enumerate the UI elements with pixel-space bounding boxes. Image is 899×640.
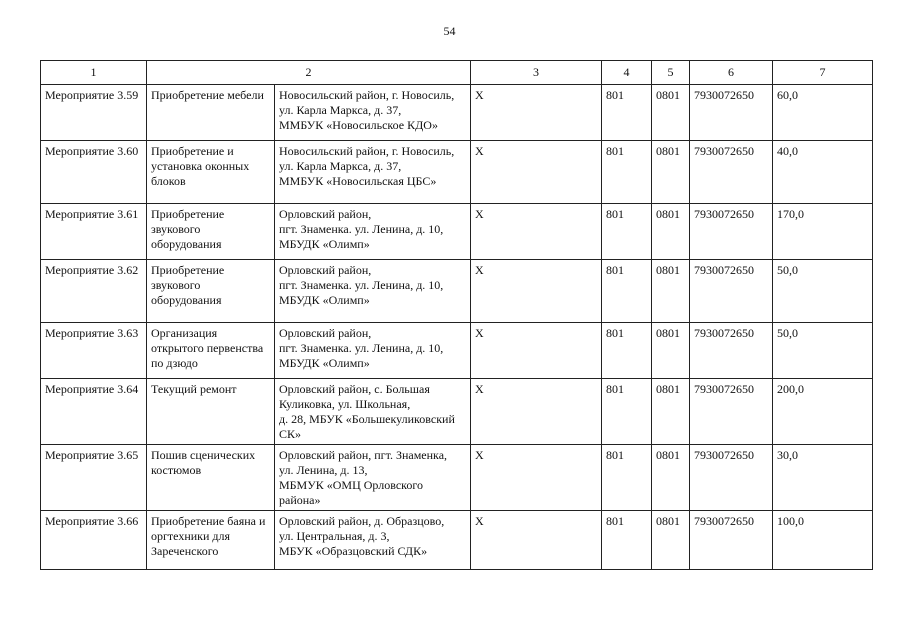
name-cell: Приобретение баяна и оргтехники для Зареченского xyxy=(147,511,275,570)
col4-cell: 801 xyxy=(602,141,652,204)
col5-cell: 0801 xyxy=(652,260,690,323)
col5-cell: 0801 xyxy=(652,511,690,570)
activity-cell: Мероприятие 3.61 xyxy=(41,204,147,260)
activity-cell: Мероприятие 3.66 xyxy=(41,511,147,570)
address-line: МБУДК «Олимп» xyxy=(279,293,370,307)
table-row xyxy=(41,85,873,141)
budget-table xyxy=(40,60,873,570)
col6-cell: 7930072650 xyxy=(690,323,773,379)
col7-cell: 40,0 xyxy=(773,141,873,204)
col7-cell: 30,0 xyxy=(773,445,873,511)
col4-cell: 801 xyxy=(602,379,652,445)
col4-cell: 801 xyxy=(602,445,652,511)
col6-cell: 7930072650 xyxy=(690,260,773,323)
header-cell-1: 1 xyxy=(41,61,147,85)
address-cell xyxy=(275,85,471,141)
col3-cell: X xyxy=(471,204,602,260)
address-cell xyxy=(275,323,471,379)
activity-cell: Мероприятие 3.64 xyxy=(41,379,147,445)
address-line: Новосильский район, г. Новосиль, xyxy=(279,88,455,102)
col6-cell: 7930072650 xyxy=(690,204,773,260)
col5-cell: 0801 xyxy=(652,445,690,511)
address-cell xyxy=(275,141,471,204)
col3-cell: X xyxy=(471,323,602,379)
col4-cell: 801 xyxy=(602,511,652,570)
col7-cell: 100,0 xyxy=(773,511,873,570)
header-cell-6: 6 xyxy=(690,61,773,85)
name-cell: Приобретение звукового оборудования xyxy=(147,260,275,323)
activity-cell: Мероприятие 3.65 xyxy=(41,445,147,511)
table-row xyxy=(41,204,873,260)
name-cell: Организация открытого первенства по дзюдо xyxy=(147,323,275,379)
address-line: пгт. Знаменка. ул. Ленина, д. 10, xyxy=(279,341,444,355)
col3-cell: X xyxy=(471,445,602,511)
col5-cell: 0801 xyxy=(652,85,690,141)
col5-cell: 0801 xyxy=(652,323,690,379)
address-cell xyxy=(275,511,471,570)
col5-cell: 0801 xyxy=(652,379,690,445)
address-line: пгт. Знаменка. ул. Ленина, д. 10, xyxy=(279,222,444,236)
activity-cell: Мероприятие 3.60 xyxy=(41,141,147,204)
activity-cell: Мероприятие 3.59 xyxy=(41,85,147,141)
address-line: ул. Ленина, д. 13, xyxy=(279,463,368,477)
address-line: Куликовка, ул. Школьная, xyxy=(279,397,411,411)
address-line: МБУДК «Олимп» xyxy=(279,356,370,370)
address-line: СК» xyxy=(279,427,302,441)
col3-cell: X xyxy=(471,379,602,445)
col6-cell: 7930072650 xyxy=(690,85,773,141)
name-cell: Приобретение и установка оконных блоков xyxy=(147,141,275,204)
col4-cell: 801 xyxy=(602,323,652,379)
col3-cell: X xyxy=(471,511,602,570)
address-line: д. 28, МБУК «Большекуликовский xyxy=(279,412,455,426)
address-line: Орловский район, д. Образцово, xyxy=(279,514,445,528)
address-line: ММБУК «Новосильское КДО» xyxy=(279,118,438,132)
address-line: ул. Карла Маркса, д. 37, xyxy=(279,159,402,173)
address-line: Орловский район, xyxy=(279,326,372,340)
name-cell: Пошив сценических костюмов xyxy=(147,445,275,511)
address-line: Орловский район, с. Большая xyxy=(279,382,430,396)
address-line: МБУК «Образцовский СДК» xyxy=(279,544,428,558)
address-line: Орловский район, xyxy=(279,263,372,277)
col7-cell: 50,0 xyxy=(773,260,873,323)
address-line: ММБУК «Новосильская ЦБС» xyxy=(279,174,437,188)
activity-cell: Мероприятие 3.62 xyxy=(41,260,147,323)
table-row xyxy=(41,445,873,511)
activity-cell: Мероприятие 3.63 xyxy=(41,323,147,379)
col3-cell: X xyxy=(471,260,602,323)
header-cell-7: 7 xyxy=(773,61,873,85)
col4-cell: 801 xyxy=(602,204,652,260)
table-row xyxy=(41,323,873,379)
address-cell xyxy=(275,379,471,445)
col7-cell: 200,0 xyxy=(773,379,873,445)
table-row xyxy=(41,379,873,445)
name-cell: Приобретение звукового оборудования xyxy=(147,204,275,260)
table-body xyxy=(41,85,873,570)
col5-cell: 0801 xyxy=(652,204,690,260)
header-cell-4: 4 xyxy=(602,61,652,85)
col7-cell: 50,0 xyxy=(773,323,873,379)
table-row xyxy=(41,511,873,570)
address-line: Новосильский район, г. Новосиль, xyxy=(279,144,455,158)
address-line: района» xyxy=(279,493,321,507)
col6-cell: 7930072650 xyxy=(690,511,773,570)
header-cell-3: 3 xyxy=(471,61,602,85)
page-number: 54 xyxy=(443,24,456,38)
address-line: пгт. Знаменка. ул. Ленина, д. 10, xyxy=(279,278,444,292)
name-cell: Текущий ремонт xyxy=(147,379,275,445)
col6-cell: 7930072650 xyxy=(690,445,773,511)
address-line: МБУДК «Олимп» xyxy=(279,237,370,251)
address-line: Орловский район, пгт. Знаменка, xyxy=(279,448,448,462)
col7-cell: 60,0 xyxy=(773,85,873,141)
address-cell xyxy=(275,260,471,323)
address-cell xyxy=(275,204,471,260)
address-line: Орловский район, xyxy=(279,207,372,221)
col6-cell: 7930072650 xyxy=(690,141,773,204)
col4-cell: 801 xyxy=(602,260,652,323)
address-line: МБМУК «ОМЦ Орловского xyxy=(279,478,423,492)
address-line: ул. Центральная, д. 3, xyxy=(279,529,390,543)
header-row xyxy=(41,61,873,85)
table-row xyxy=(41,141,873,204)
col3-cell: X xyxy=(471,85,602,141)
address-line: ул. Карла Маркса, д. 37, xyxy=(279,103,402,117)
col5-cell: 0801 xyxy=(652,141,690,204)
address-cell xyxy=(275,445,471,511)
header-cell-5: 5 xyxy=(652,61,690,85)
name-cell: Приобретение мебели xyxy=(147,85,275,141)
table-row xyxy=(41,260,873,323)
col4-cell: 801 xyxy=(602,85,652,141)
header-cell-2: 2 xyxy=(147,61,471,85)
col3-cell: X xyxy=(471,141,602,204)
col6-cell: 7930072650 xyxy=(690,379,773,445)
col7-cell: 170,0 xyxy=(773,204,873,260)
